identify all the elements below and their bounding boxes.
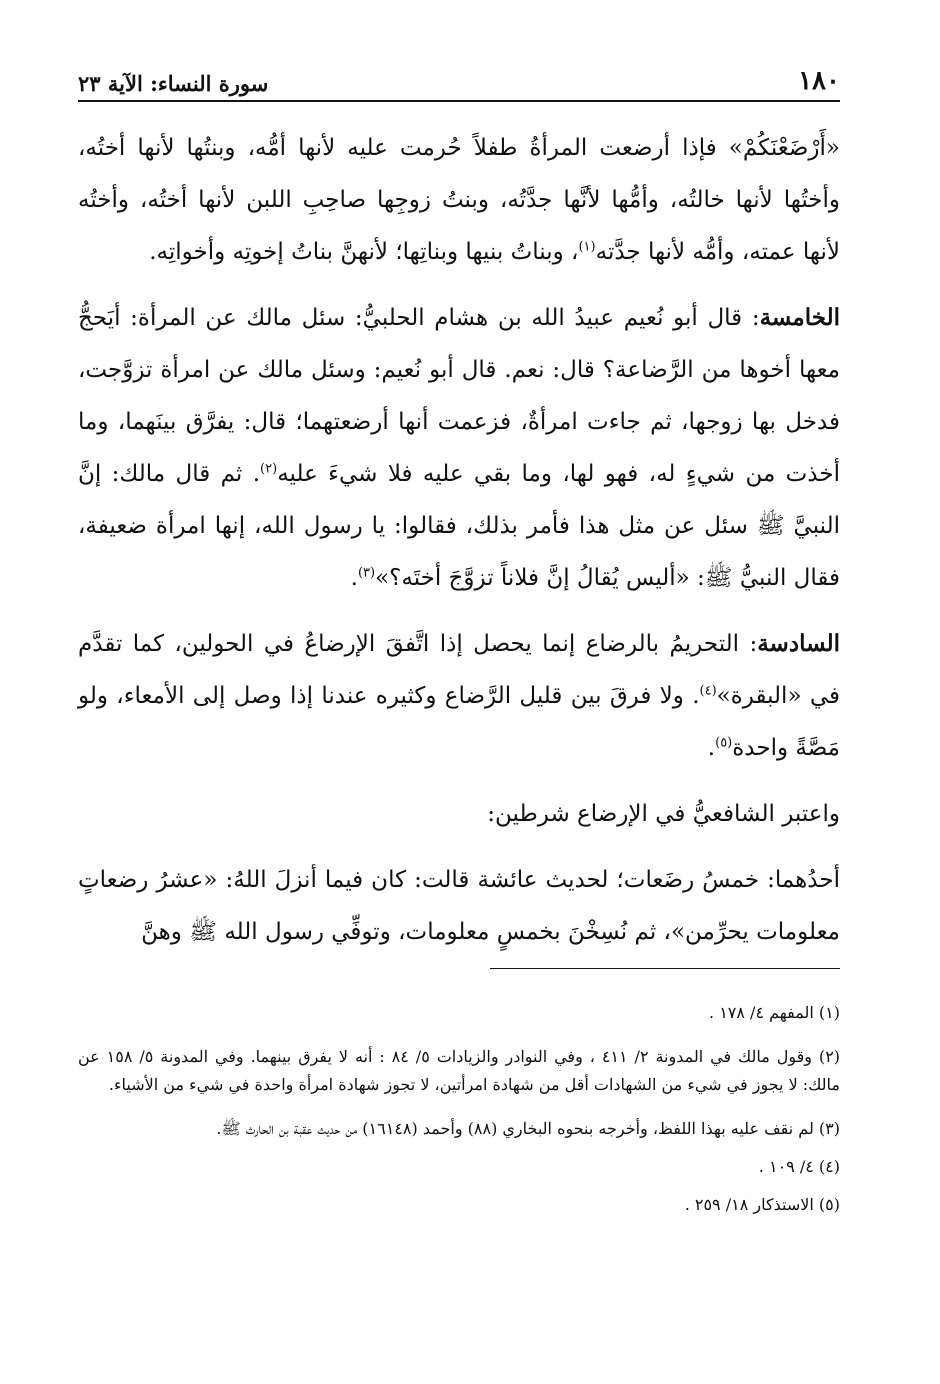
paragraph: «أَرْضَعْنَكُمْ» فإذا أرضعت المرأةُ طفلاً حُرمت عليه لأنها أمُّه، وبنتُها لأنها أختُه، وأختُها لأنها خالتُه، وأمُّها لأنَّها جدَّتُه، وبنتُ زوجِها صاحِبِ اللبن لأنها أختُه، وأختُه لأنها عمته، وأمُّه لأنها جدَّته$^{(١)}$، وبناتُ بنيها وبناتِها؛ لأنهنَّ بناتُ إخوتِه وأخواتِه. (78, 135, 840, 265)
footnotes (78, 999, 840, 1219)
footnote: (٢) وقول مالك في المدونة ٢/ ٤١١ ، وفي النوادر والزيادات ٥/ ٨٤ : أنه لا يفرق بينهما. وفي المدونة ٥/ ١٥٨ عن مالك: لا يجوز في شيء من الشهادات أقل من شهادة امرأتين، لا تجوز شهادة امرأة واحدة في شيء من الأشياء. (78, 1047, 841, 1094)
section-lead: السادسة (757, 630, 840, 657)
footnote-ref: (٤) (699, 683, 717, 699)
paragraph: السادسة: التحريمُ بالرضاع إنما يحصل إذا اتَّفقَ الإرضاعُ في الحولين، كما تقدَّم في «البقرة»$^{(٤)}$. ولا فرقَ بين قليل الرَّضاع وكثيره عندنا إذا وصل إلى الأمعاء، ولو مَصَّةً واحدة$^{(٥)}$. (78, 630, 840, 761)
footnote-ref: (١) (578, 239, 596, 255)
page-header (78, 62, 840, 96)
footnote: (٥) الاستذكار ١٨/ ٢٥٩ . (684, 1195, 840, 1214)
footnote-ref: (٢) (260, 461, 278, 477)
footnote: (١) المفهم ٤/ ١٧٨ . (709, 1003, 840, 1022)
paragraph: الخامسة: قال أبو نُعيم عبيدُ الله بن هشام الحلبيُّ: سئل مالك عن المرأة: أيَحجُّ معها أخوها من الرَّضاعة؟ قال: نعم. قال أبو نُعيم: وسئل مالك عن امرأة تزوَّجت، فدخل بها زوجها، ثم جاءت امرأةٌ، فزعمت أنها أرضعتهما؛ قال: يفرَّق بينَهما، وما أخذت من شيءٍ له، فهو لها، وما بقي عليه فلا شيءَ عليه$^{(٢)}$. ثم قال مالك: إنَّ النبيَّ ﷺ سئل عن مثل هذا فأمر بذلك، فقالوا: يا رسول الله، إنها امرأة ضعيفة، فقال النبيُّ ﷺ: «أليس يُقالُ إنَّ فلاناً تزوَّجَ أختَه؟»$^{(٣)}$. (78, 304, 840, 591)
main-text (78, 122, 840, 958)
book-page (78, 62, 840, 1362)
section-lead: الخامسة (759, 304, 840, 331)
page-number: ١٨٠ (798, 66, 840, 96)
footnote-ref: (٥) (715, 735, 733, 751)
footnote: (٤) ٤/ ١٠٩ . (758, 1157, 840, 1176)
running-title: سورة النساء: الآية ٢٣ (78, 71, 269, 96)
paragraph: أحدُهما: خمسُ رضَعات؛ لحديث عائشة قالت: كان فيما أنزلَ اللهُ: «عشرُ رضعاتٍ معلومات يحرِّمن»، ثم نُسِخْنَ بخمسٍ معلومات، وتوفِّي رسول الله ﷺ وهنَّ (78, 867, 840, 945)
header-rule (78, 100, 840, 102)
footnote-ref: (٣) (357, 565, 376, 581)
footnote: (٣) لم نقف عليه بهذا اللفظ، وأخرجه بنحوه البخاري (٨٨) وأحمد (١٦١٤٨) من حديث عقبة بن الحارث ﷺ. (216, 1119, 840, 1138)
footnote-separator (490, 968, 840, 969)
paragraph: واعتبر الشافعيُّ في الإرضاع شرطين: (487, 801, 840, 827)
